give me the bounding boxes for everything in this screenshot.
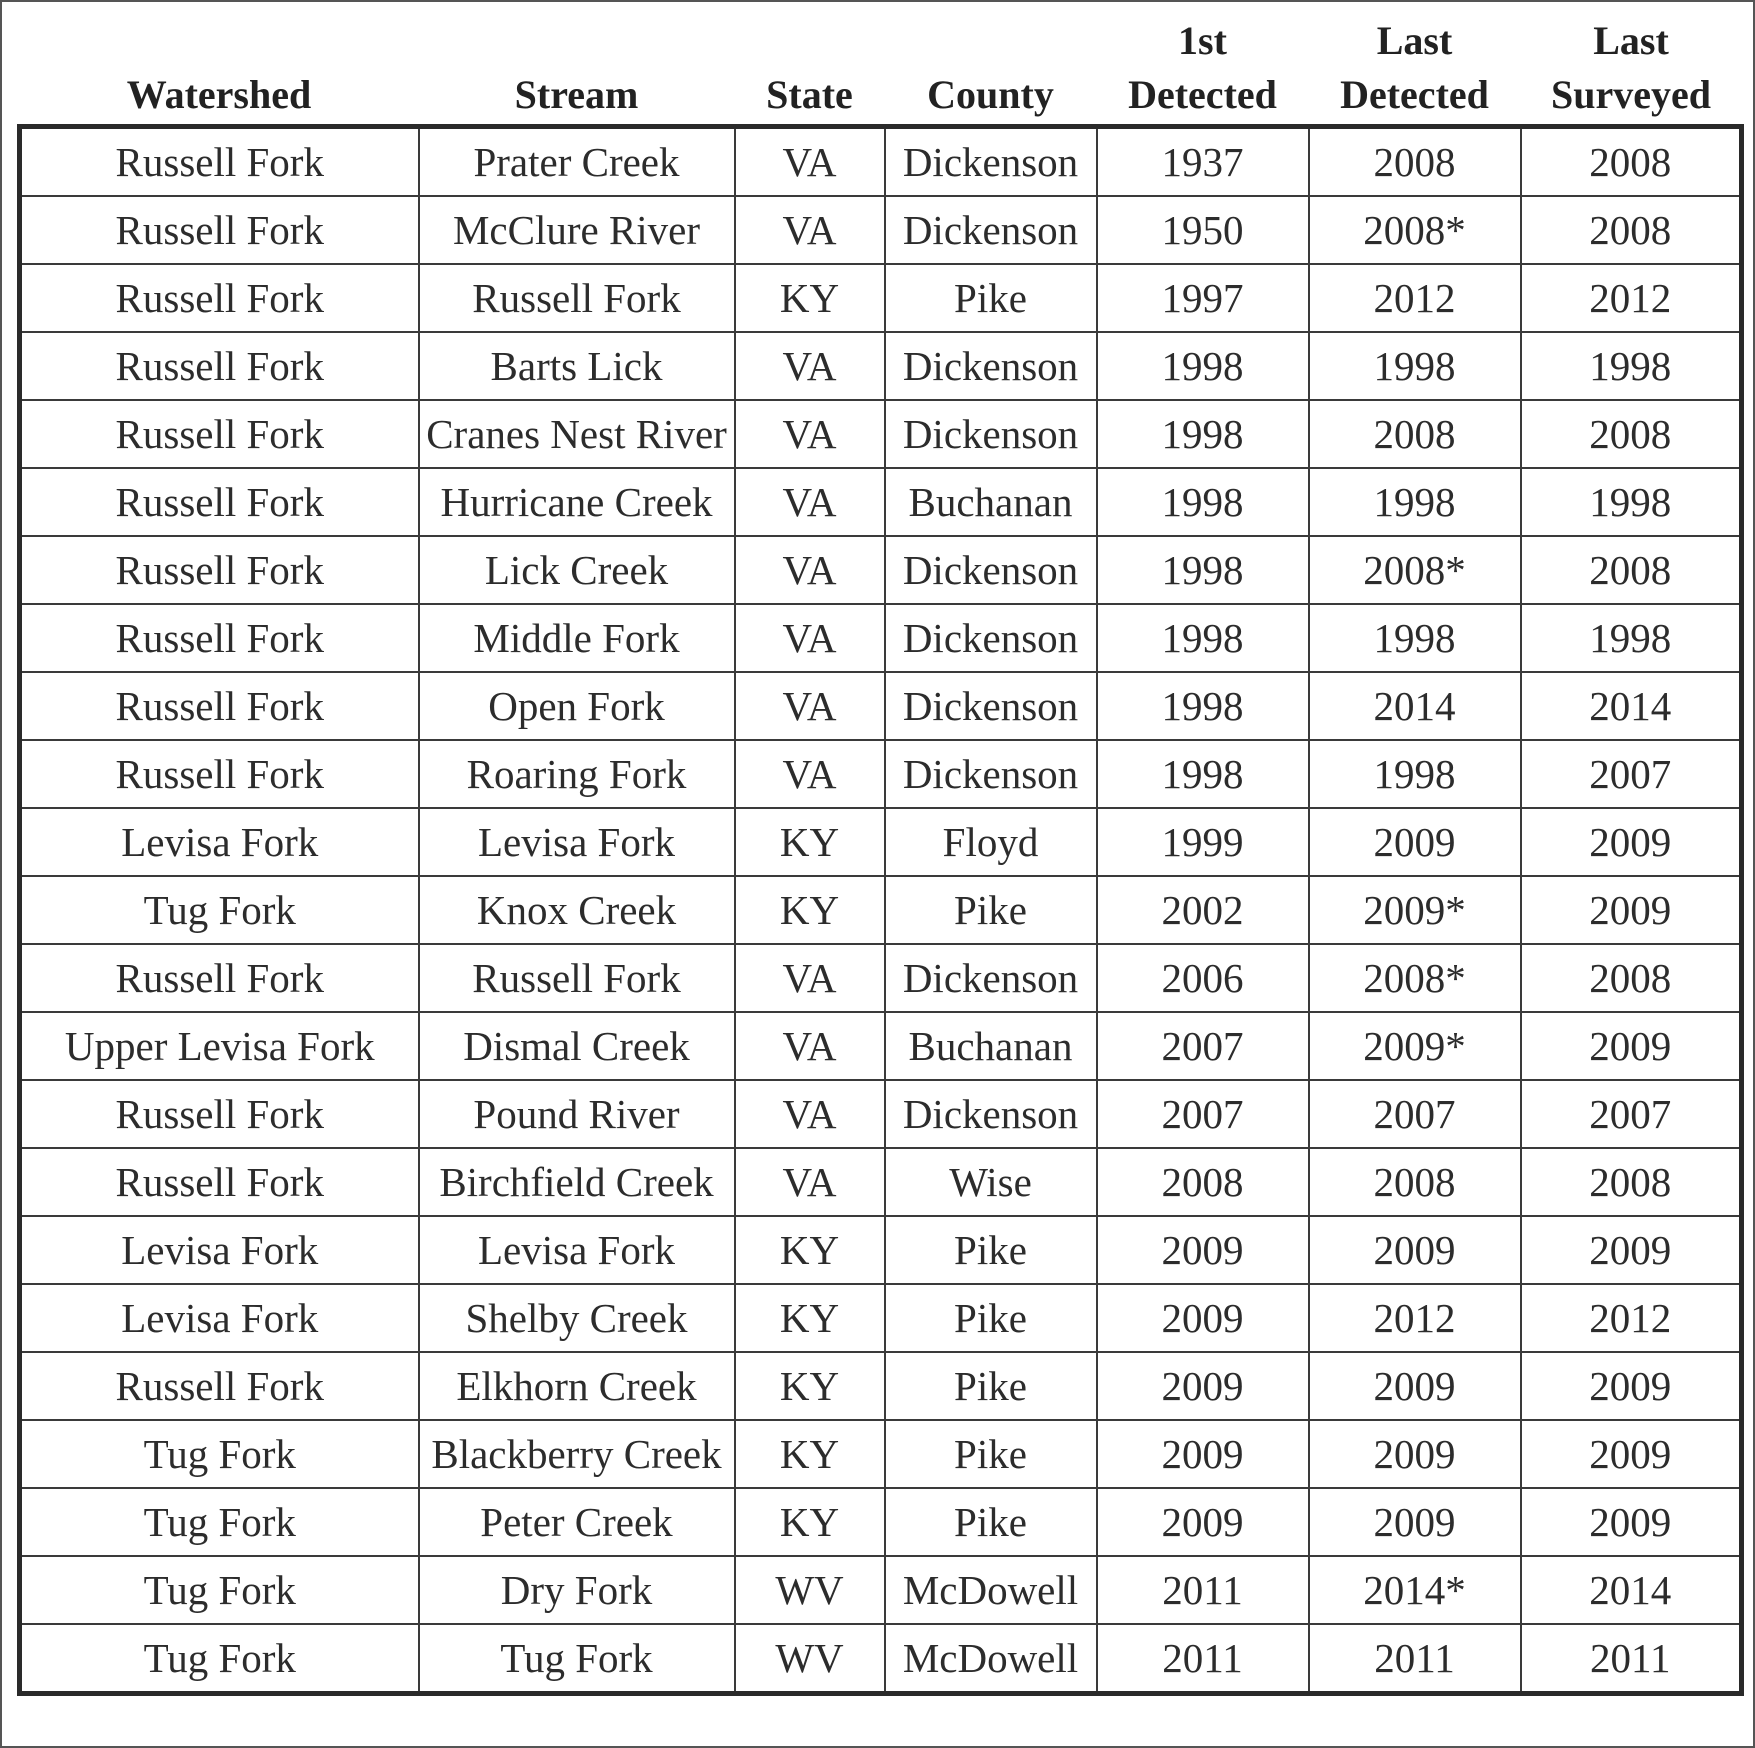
cell-state: WV (735, 1556, 885, 1624)
cell-county: Dickenson (885, 740, 1097, 808)
cell-first-detected: 2011 (1097, 1624, 1309, 1694)
table-row (20, 740, 1742, 808)
header-first-detected-line-1: 1st (1178, 18, 1227, 63)
cell-county: Dickenson (885, 196, 1097, 264)
table-row (20, 604, 1742, 672)
cell-last-detected: 1998 (1309, 468, 1521, 536)
header-county-line-1: County (927, 72, 1054, 117)
header-state (735, 14, 885, 127)
cell-watershed: Tug Fork (20, 1420, 419, 1488)
table-row (20, 332, 1742, 400)
cell-last-surveyed: 2008 (1521, 127, 1742, 197)
cell-first-detected: 1998 (1097, 604, 1309, 672)
header-last-surveyed-line-2: Surveyed (1551, 72, 1711, 117)
table-header (20, 14, 1742, 127)
table-row (20, 400, 1742, 468)
cell-stream: Tug Fork (419, 1624, 735, 1694)
cell-last-surveyed: 2008 (1521, 944, 1742, 1012)
cell-watershed: Russell Fork (20, 672, 419, 740)
header-county (885, 14, 1097, 127)
cell-last-surveyed: 2008 (1521, 1148, 1742, 1216)
header-stream (419, 14, 735, 127)
cell-watershed: Tug Fork (20, 1556, 419, 1624)
cell-state: VA (735, 604, 885, 672)
table-row (20, 1352, 1742, 1420)
cell-watershed: Russell Fork (20, 604, 419, 672)
cell-county: Dickenson (885, 127, 1097, 197)
cell-watershed: Russell Fork (20, 1080, 419, 1148)
cell-last-surveyed: 2009 (1521, 1216, 1742, 1284)
cell-stream: Prater Creek (419, 127, 735, 197)
cell-county: Pike (885, 1284, 1097, 1352)
cell-last-detected: 2008* (1309, 196, 1521, 264)
cell-state: VA (735, 672, 885, 740)
cell-last-detected: 2009 (1309, 1352, 1521, 1420)
cell-stream: Dismal Creek (419, 1012, 735, 1080)
cell-county: Pike (885, 1216, 1097, 1284)
cell-state: VA (735, 536, 885, 604)
cell-last-detected: 2009 (1309, 1216, 1521, 1284)
cell-first-detected: 2007 (1097, 1012, 1309, 1080)
cell-last-surveyed: 1998 (1521, 604, 1742, 672)
cell-stream: Lick Creek (419, 536, 735, 604)
cell-watershed: Upper Levisa Fork (20, 1012, 419, 1080)
cell-county: Dickenson (885, 604, 1097, 672)
cell-stream: Peter Creek (419, 1488, 735, 1556)
cell-county: Wise (885, 1148, 1097, 1216)
cell-first-detected: 2011 (1097, 1556, 1309, 1624)
cell-last-surveyed: 2008 (1521, 536, 1742, 604)
cell-last-surveyed: 2007 (1521, 740, 1742, 808)
cell-last-surveyed: 2009 (1521, 808, 1742, 876)
cell-first-detected: 1998 (1097, 672, 1309, 740)
cell-last-surveyed: 2009 (1521, 1420, 1742, 1488)
cell-last-detected: 2012 (1309, 264, 1521, 332)
cell-last-detected: 2007 (1309, 1080, 1521, 1148)
table-row (20, 944, 1742, 1012)
table-row (20, 536, 1742, 604)
cell-last-surveyed: 1998 (1521, 332, 1742, 400)
cell-stream: Shelby Creek (419, 1284, 735, 1352)
header-watershed-line-1: Watershed (126, 72, 312, 117)
cell-first-detected: 2008 (1097, 1148, 1309, 1216)
table-row (20, 468, 1742, 536)
cell-county: Pike (885, 1420, 1097, 1488)
cell-state: VA (735, 400, 885, 468)
cell-first-detected: 2002 (1097, 876, 1309, 944)
cell-last-surveyed: 2008 (1521, 400, 1742, 468)
cell-first-detected: 1998 (1097, 468, 1309, 536)
cell-stream: Dry Fork (419, 1556, 735, 1624)
table-row (20, 808, 1742, 876)
cell-stream: Blackberry Creek (419, 1420, 735, 1488)
cell-county: Pike (885, 876, 1097, 944)
cell-last-surveyed: 2008 (1521, 196, 1742, 264)
cell-first-detected: 2009 (1097, 1216, 1309, 1284)
header-last-detected-line-2: Detected (1340, 72, 1489, 117)
cell-last-detected: 2008 (1309, 1148, 1521, 1216)
cell-watershed: Russell Fork (20, 400, 419, 468)
cell-first-detected: 1998 (1097, 536, 1309, 604)
table-row (20, 672, 1742, 740)
cell-last-detected: 2009 (1309, 1420, 1521, 1488)
cell-last-detected: 2014* (1309, 1556, 1521, 1624)
cell-first-detected: 2007 (1097, 1080, 1309, 1148)
cell-stream: Russell Fork (419, 264, 735, 332)
cell-watershed: Tug Fork (20, 876, 419, 944)
cell-county: Dickenson (885, 332, 1097, 400)
cell-last-surveyed: 2009 (1521, 876, 1742, 944)
table-row (20, 127, 1742, 197)
table-row (20, 1216, 1742, 1284)
cell-last-surveyed: 2009 (1521, 1488, 1742, 1556)
table-row (20, 1080, 1742, 1148)
cell-watershed: Russell Fork (20, 332, 419, 400)
header-last-surveyed-line-1: Last (1593, 18, 1669, 63)
header-last-surveyed (1521, 14, 1742, 127)
cell-last-detected: 2008 (1309, 127, 1521, 197)
cell-county: Pike (885, 1352, 1097, 1420)
table-row (20, 1420, 1742, 1488)
header-first-detected-line-2: Detected (1128, 72, 1277, 117)
cell-last-surveyed: 1998 (1521, 468, 1742, 536)
cell-watershed: Levisa Fork (20, 808, 419, 876)
cell-last-surveyed: 2007 (1521, 1080, 1742, 1148)
cell-state: VA (735, 1148, 885, 1216)
table-row (20, 1556, 1742, 1624)
cell-state: KY (735, 1352, 885, 1420)
cell-watershed: Tug Fork (20, 1624, 419, 1694)
header-last-detected (1309, 14, 1521, 127)
cell-watershed: Russell Fork (20, 264, 419, 332)
cell-county: Floyd (885, 808, 1097, 876)
cell-watershed: Levisa Fork (20, 1216, 419, 1284)
cell-last-detected: 2012 (1309, 1284, 1521, 1352)
cell-first-detected: 2009 (1097, 1352, 1309, 1420)
cell-watershed: Russell Fork (20, 944, 419, 1012)
cell-watershed: Russell Fork (20, 536, 419, 604)
cell-stream: Barts Lick (419, 332, 735, 400)
cell-county: Dickenson (885, 672, 1097, 740)
cell-watershed: Russell Fork (20, 1148, 419, 1216)
cell-county: Buchanan (885, 468, 1097, 536)
cell-stream: Hurricane Creek (419, 468, 735, 536)
cell-state: VA (735, 468, 885, 536)
cell-last-surveyed: 2012 (1521, 264, 1742, 332)
cell-first-detected: 1999 (1097, 808, 1309, 876)
header-last-detected-line-1: Last (1376, 18, 1453, 63)
cell-county: McDowell (885, 1624, 1097, 1694)
cell-watershed: Russell Fork (20, 127, 419, 197)
cell-state: KY (735, 876, 885, 944)
cell-last-detected: 2009* (1309, 876, 1521, 944)
cell-stream: Levisa Fork (419, 1216, 735, 1284)
cell-last-surveyed: 2009 (1521, 1352, 1742, 1420)
cell-watershed: Russell Fork (20, 1352, 419, 1420)
table-row (20, 264, 1742, 332)
cell-first-detected: 2009 (1097, 1420, 1309, 1488)
cell-first-detected: 1937 (1097, 127, 1309, 197)
cell-last-detected: 2009* (1309, 1012, 1521, 1080)
cell-county: McDowell (885, 1556, 1097, 1624)
detection-table (17, 14, 1744, 1696)
header-first-detected (1097, 14, 1309, 127)
cell-last-surveyed: 2014 (1521, 1556, 1742, 1624)
table-body (20, 127, 1742, 1694)
cell-stream: Birchfield Creek (419, 1148, 735, 1216)
cell-first-detected: 2009 (1097, 1284, 1309, 1352)
cell-stream: Knox Creek (419, 876, 735, 944)
table-row (20, 876, 1742, 944)
header-stream-line-1: Stream (514, 72, 639, 117)
cell-stream: McClure River (419, 196, 735, 264)
cell-state: VA (735, 196, 885, 264)
cell-state: VA (735, 1012, 885, 1080)
cell-county: Pike (885, 264, 1097, 332)
cell-stream: Cranes Nest River (419, 400, 735, 468)
cell-last-detected: 2009 (1309, 808, 1521, 876)
table-row (20, 196, 1742, 264)
cell-state: WV (735, 1624, 885, 1694)
cell-last-detected: 2008* (1309, 944, 1521, 1012)
cell-state: VA (735, 332, 885, 400)
cell-state: VA (735, 944, 885, 1012)
cell-state: VA (735, 127, 885, 197)
cell-county: Buchanan (885, 1012, 1097, 1080)
cell-last-detected: 1998 (1309, 604, 1521, 672)
cell-first-detected: 1998 (1097, 400, 1309, 468)
cell-state: VA (735, 740, 885, 808)
cell-last-surveyed: 2009 (1521, 1012, 1742, 1080)
cell-stream: Russell Fork (419, 944, 735, 1012)
cell-county: Dickenson (885, 400, 1097, 468)
cell-last-surveyed: 2012 (1521, 1284, 1742, 1352)
cell-county: Pike (885, 1488, 1097, 1556)
table-row (20, 1284, 1742, 1352)
cell-state: KY (735, 808, 885, 876)
table-row (20, 1148, 1742, 1216)
cell-stream: Roaring Fork (419, 740, 735, 808)
table-row (20, 1624, 1742, 1694)
cell-county: Dickenson (885, 944, 1097, 1012)
cell-state: KY (735, 264, 885, 332)
cell-county: Dickenson (885, 1080, 1097, 1148)
cell-last-detected: 2014 (1309, 672, 1521, 740)
cell-state: KY (735, 1284, 885, 1352)
cell-first-detected: 1997 (1097, 264, 1309, 332)
cell-last-detected: 2008* (1309, 536, 1521, 604)
cell-watershed: Levisa Fork (20, 1284, 419, 1352)
cell-last-surveyed: 2014 (1521, 672, 1742, 740)
cell-first-detected: 1998 (1097, 332, 1309, 400)
cell-watershed: Russell Fork (20, 196, 419, 264)
cell-last-detected: 1998 (1309, 332, 1521, 400)
header-watershed (20, 14, 419, 127)
cell-state: VA (735, 1080, 885, 1148)
cell-state: KY (735, 1488, 885, 1556)
cell-last-surveyed: 2011 (1521, 1624, 1742, 1694)
cell-county: Dickenson (885, 536, 1097, 604)
cell-stream: Middle Fork (419, 604, 735, 672)
cell-first-detected: 1950 (1097, 196, 1309, 264)
header-row (20, 14, 1742, 127)
cell-last-detected: 1998 (1309, 740, 1521, 808)
cell-watershed: Russell Fork (20, 468, 419, 536)
table-row (20, 1488, 1742, 1556)
cell-first-detected: 2009 (1097, 1488, 1309, 1556)
cell-state: KY (735, 1216, 885, 1284)
cell-watershed: Russell Fork (20, 740, 419, 808)
cell-first-detected: 1998 (1097, 740, 1309, 808)
table-row (20, 1012, 1742, 1080)
cell-last-detected: 2011 (1309, 1624, 1521, 1694)
cell-stream: Elkhorn Creek (419, 1352, 735, 1420)
cell-state: KY (735, 1420, 885, 1488)
cell-stream: Pound River (419, 1080, 735, 1148)
header-state-line-1: State (766, 72, 853, 117)
cell-stream: Open Fork (419, 672, 735, 740)
cell-stream: Levisa Fork (419, 808, 735, 876)
cell-first-detected: 2006 (1097, 944, 1309, 1012)
cell-last-detected: 2008 (1309, 400, 1521, 468)
cell-watershed: Tug Fork (20, 1488, 419, 1556)
cell-last-detected: 2009 (1309, 1488, 1521, 1556)
